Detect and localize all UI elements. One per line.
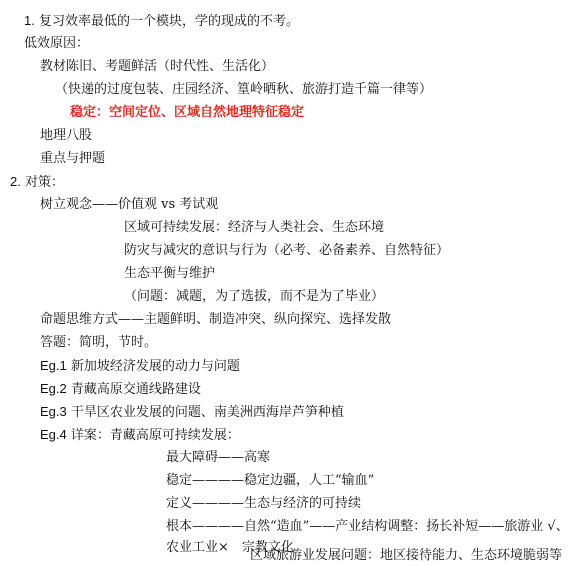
eg4-detail: 最大障碍——高寒: [166, 450, 271, 465]
example-text: 详案：青藏高原可持续发展：: [70, 428, 240, 443]
example-item: [40, 404, 344, 421]
concept-item: （问题：减题，为了选拔，而不是为了毕业）: [124, 289, 385, 304]
eg4-detail: 稳定————稳定边疆，人工“输血”: [166, 473, 375, 488]
example-label: Eg.1: [40, 358, 67, 373]
example-label: Eg.2: [40, 381, 67, 396]
section-2-number: 2.: [10, 174, 21, 189]
reason-item: 地理八股: [40, 128, 93, 143]
example-item: [40, 381, 201, 398]
concept-item: 生态平衡与维护: [124, 266, 216, 281]
example-text: 青藏高原交通线路建设: [70, 382, 201, 397]
concept-line: 树立观念——价值观 vs 考试观: [40, 197, 219, 212]
concept-item: 区域可持续发展：经济与人类社会、生态环境: [124, 220, 385, 235]
section-2-title: 对策：: [24, 175, 64, 190]
section-1-heading: [24, 13, 299, 30]
example-item: [40, 427, 240, 444]
example-text: 干旱区农业发展的问题、南美洲西海岸芦笋种植: [70, 405, 344, 420]
eg4-detail: 定义————生态与经济的可持续: [166, 496, 362, 511]
section-2-heading: [10, 174, 64, 191]
example-item: [40, 358, 240, 375]
concept-item: 防灾与减灾的意识与行为（必考、必备素养、自然特征）: [124, 243, 450, 258]
reason-item-emphasis: 稳定：空间定位、区域自然地理特征稳定: [70, 105, 305, 120]
example-label: Eg.4: [40, 427, 67, 442]
section-1-title: 复习效率最低的一个模块，学的现成的不考。: [38, 14, 299, 29]
thinking-line: 命题思维方式——主题鲜明、制造冲突、纵向探究、选择发散: [40, 312, 392, 327]
example-text: 新加坡经济发展的动力与问题: [70, 359, 240, 374]
answer-line: 答题：简明，节时。: [40, 335, 158, 350]
section-1-number: 1.: [24, 13, 35, 28]
example-label: Eg.3: [40, 404, 67, 419]
eg4-detail: 区域旅游业发展问题：地区接待能力、生态环境脆弱等: [250, 548, 563, 563]
eg4-detail: 根本————自然“造血”——产业结构调整：扬长补短——旅游业 √、农业工业× 宗教文化: [166, 519, 569, 555]
reason-heading: 低效原因：: [24, 36, 90, 51]
reason-item: 重点与押题: [40, 151, 106, 166]
reason-item: 教材陈旧、考题鲜活（时代性、生活化）: [40, 59, 275, 74]
reason-item: （快递的过度包装、庄园经济、篁岭晒秋、旅游打造千篇一律等）: [55, 82, 433, 97]
